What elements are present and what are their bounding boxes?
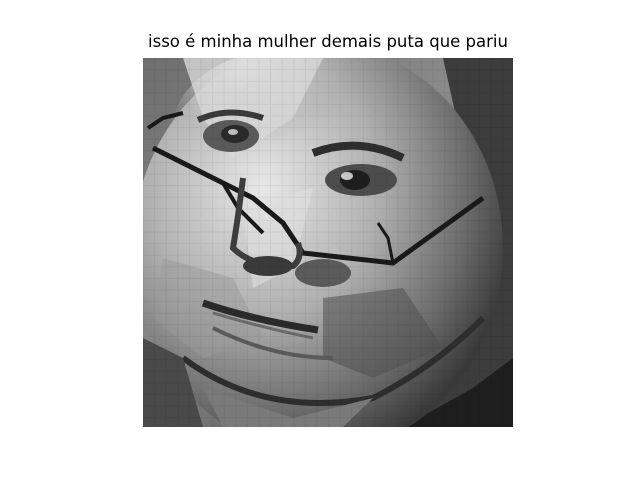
figure-title: isso é minha mulher demais puta que pariu: [148, 32, 508, 51]
portrait-svg: [143, 58, 513, 427]
portrait-image: [143, 58, 513, 427]
